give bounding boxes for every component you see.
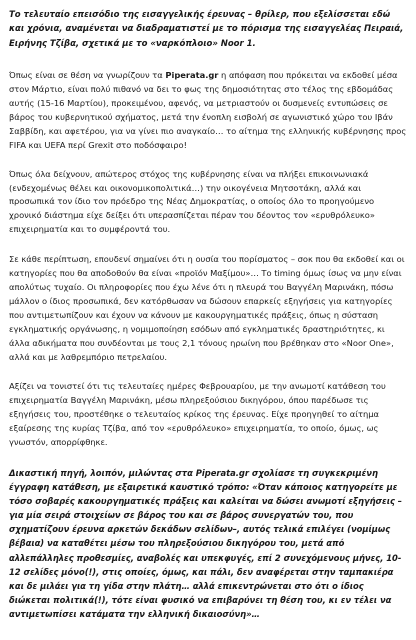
closing-lead: Δικαστική πηγή, λοιπόν, μιλώντας στα bbox=[9, 467, 196, 478]
closing-paragraph bbox=[9, 466, 407, 621]
closing-rest: σχολίασε τη συγκεκριμένη έγγραφη κατάθεση, με εξαιρετικά καυστικό τρόπο: «Όταν κάποιος κατηγορείτε με τόσο σοβαρές κακουργηματικές πράξεις και καλείται να δώσει ανωμοτί εξηγήσεις – για μία σειρά στοιχείων σε βάρος του και σε βάρος συνεργατών του, που σχηματίζουν έρευνα αρκετών δεκάδων σελίδων–, αυτός τελικά επιλέγει (νομίμως βέβαια) να καταθέτει μέσω του πληρεξούσιου δικηγόρου του, μετά από αλλεπάλληλες προθεσμίες, αναβολές και υπεκφυγές, επί 2 συνεχόμενους μήνες, 10-12 σελίδες μόνο(!), στις οποίες, όμως, και πάλι, δεν αναφέρεται στην ταμπακιέρα και δε μιλάει για τη γίδα στην πλάτη… αλλά επικεντρώνεται στο ότι ο ίδιος διώκεται πολιτικά(!), τότε είναι φυσικό να επιβαρύνει τη θέση του, κι εν τέλει να αντιμετωπίσει κατάματα την ελληνική δικαιοσύνη»… bbox=[9, 467, 402, 619]
paragraph-1-rest: η απόφαση που πρόκειται να εκδοθεί μέσα στον Μάρτιο, είναι πολύ πιθανό να δει το φως της δημοσιότητας στο τέλος της εβδομάδας αυτής (15-16 Μαρτίου), προκειμένου, αφενός, να μετριαστούν οι δυσμενείς εντυπώσεις σε βάρος του κυβερνητικού σχήματος, μετά την ένοπλη εισβολή σε αγωνιστικό χώρο του Ιβάν Σαββίδη, και αφετέρου, για να γίνει πιο αναγκαίο… το αίτημα της ελληνικής κυβέρνησης προς FIFA και UEFA περί Grexit στο ποδόσφαιρο! bbox=[9, 70, 407, 150]
paragraph-4: Αξίζει να τονιστεί ότι τις τελευταίες ημέρες Φεβρουαρίου, με την ανωμοτί κατάθεση του επιχειρηματία Βαγγέλη Μαρινάκη, μέσω πληρεξούσιου δικηγόρου, όπου παρέδωσε τις εξηγήσεις του, προστέθηκε ο τελευταίος κρίκος της έρευνας. Είχε προηγηθεί το αίτημα εξαίρεσης της κυρίας Τζίβα, από τον «ερυθρόλευκο» επιχειρηματία, το οποίο, όμως, ως γνωστόν, απορρίφθηκε. bbox=[9, 381, 386, 448]
paragraph-2: Όπως όλα δείχνουν, απώτερος στόχος της κυβέρνησης είναι να πλήξει επικοινωνιακά (ενδεχομένως θέλει και οικονομικοπολιτικά…) την οικογένεια Μητσοτάκη, αλλά και προσωπικά τον ίδιο τον πρόεδρο της Νέας Δημοκρατίας, ο οποίος όλο το προηγούμενο χρονικό διάστημα είχε δείξει ότι υπερασπίζεται πέραν του δέοντος τον «ερυθρόλευκο» επιχειρηματία και το συμφέροντά του. bbox=[9, 168, 375, 235]
paragraph-1-lead: Όπως είναι σε θέση να γνωρίζουν τα bbox=[9, 70, 166, 81]
paragraph-1 bbox=[9, 69, 407, 152]
article-intro: Το τελευταίο επεισόδιο της εισαγγελικής έρευνας – θρίλερ, που εξελίσσεται εδώ και χρόνια, αναμένεται να διαδραματιστεί με το πόρισμα της εισαγγελέας Πειραιά, Ειρήνης Τζίβα, σχετικά με το «ναρκόπλοιο» Noor 1. bbox=[9, 10, 404, 49]
source-name: Piperata.gr bbox=[165, 70, 219, 81]
closing-source-name: Piperata.gr bbox=[195, 467, 249, 478]
paragraph-3: Σε κάθε περίπτωση, επουδενί σημαίνει ότι η ουσία του πορίσματος – σοκ που θα εκδοθεί και οι κατηγορίες που θα αποδοθούν θα είναι «προϊόν Μαξίμου»… Το timing όμως ίσως να μην είναι απολύτως τυχαίο. Οι πληροφορίες που έχω λένε ότι η πλευρά του Βαγγέλη Μαρινάκη, πόσω μάλλον ο ίδιος προσωπικά, δεν κατόρθωσαν να δώσουν επαρκείς εξηγήσεις για κατηγορίες που αντιμετωπίζουν και έχουν να κάνουν με κακουργηματικές πράξεις, όπως η σύσταση εγκληματικής οργάνωσης, η νομιμοποίηση εσόδων από εγκληματικές δραστηριότητες, κι άλλα αδικήματα που συνδέονται με τους 2,1 τόνους ηρωίνη που βρέθηκαν στο «Noor One», αλλά και με λαθρεμπόριο πετρελαίου. bbox=[9, 254, 405, 362]
